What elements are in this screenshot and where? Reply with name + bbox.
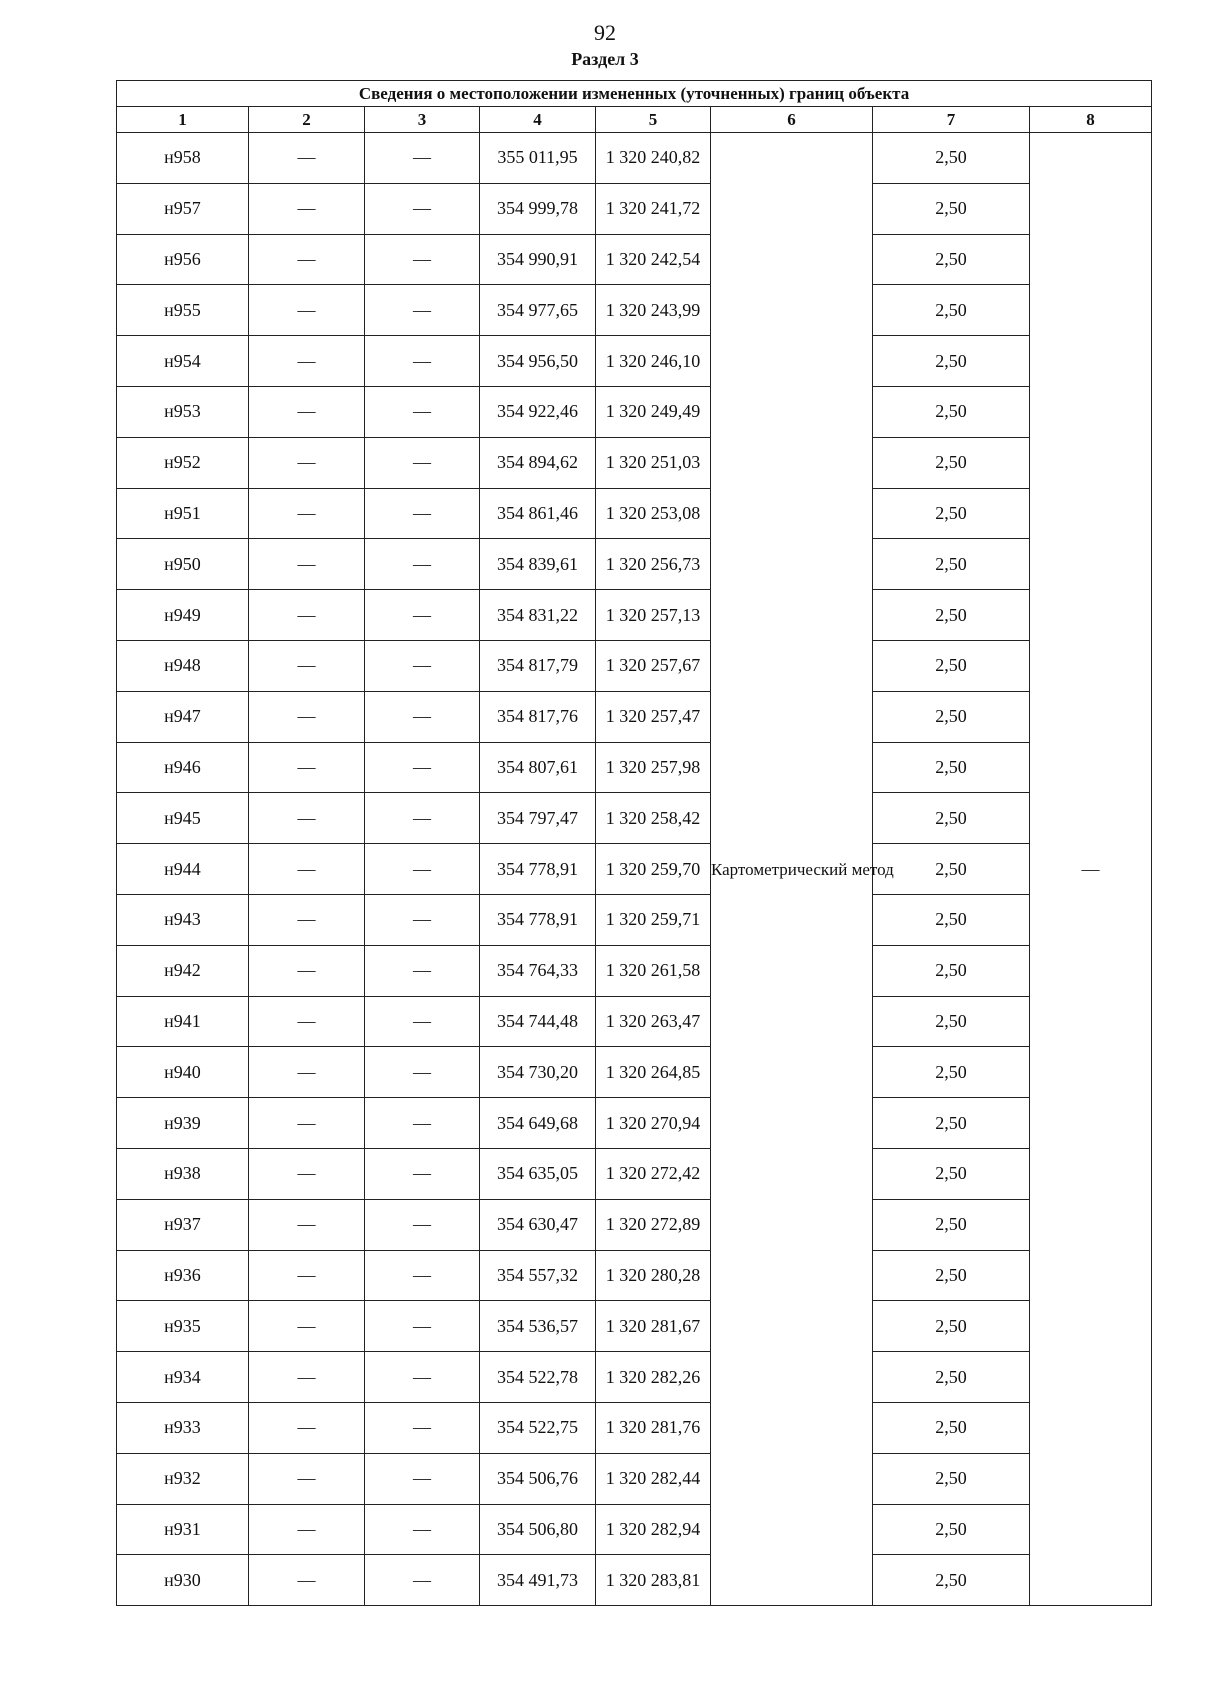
x-coordinate-cell: 354 956,50	[480, 336, 596, 387]
table-caption-row	[117, 81, 1152, 107]
method-cell: Картометрический метод	[711, 133, 873, 1606]
column-number: 6	[711, 107, 873, 133]
y-coordinate-cell: 1 320 280,28	[596, 1250, 711, 1301]
column-2-cell: —	[249, 386, 365, 437]
table-row	[117, 1250, 1152, 1301]
column-2-cell: —	[249, 793, 365, 844]
column-2-cell: —	[249, 1047, 365, 1098]
column-3-cell: —	[365, 1301, 480, 1352]
table-row	[117, 894, 1152, 945]
accuracy-cell: 2,50	[873, 133, 1030, 184]
y-coordinate-cell: 1 320 259,70	[596, 844, 711, 895]
column-2-cell: —	[249, 234, 365, 285]
column-3-cell: —	[365, 894, 480, 945]
accuracy-cell: 2,50	[873, 1047, 1030, 1098]
point-name-cell: н945	[117, 793, 249, 844]
table-row	[117, 640, 1152, 691]
y-coordinate-cell: 1 320 272,42	[596, 1148, 711, 1199]
x-coordinate-cell: 354 807,61	[480, 742, 596, 793]
y-coordinate-cell: 1 320 282,26	[596, 1352, 711, 1403]
point-name-cell: н930	[117, 1555, 249, 1606]
table-row	[117, 234, 1152, 285]
accuracy-cell: 2,50	[873, 285, 1030, 336]
y-coordinate-cell: 1 320 249,49	[596, 386, 711, 437]
column-8-cell: —	[1030, 133, 1152, 1606]
column-2-cell: —	[249, 539, 365, 590]
table-row	[117, 1301, 1152, 1352]
column-number: 4	[480, 107, 596, 133]
y-coordinate-cell: 1 320 240,82	[596, 133, 711, 184]
column-3-cell: —	[365, 183, 480, 234]
table-row	[117, 793, 1152, 844]
accuracy-cell: 2,50	[873, 742, 1030, 793]
column-2-cell: —	[249, 894, 365, 945]
point-name-cell: н954	[117, 336, 249, 387]
accuracy-cell: 2,50	[873, 488, 1030, 539]
table-row	[117, 1148, 1152, 1199]
point-name-cell: н956	[117, 234, 249, 285]
table-row	[117, 1199, 1152, 1250]
point-name-cell: н937	[117, 1199, 249, 1250]
column-2-cell: —	[249, 1250, 365, 1301]
column-2-cell: —	[249, 945, 365, 996]
x-coordinate-cell: 354 491,73	[480, 1555, 596, 1606]
point-name-cell: н942	[117, 945, 249, 996]
column-3-cell: —	[365, 133, 480, 184]
x-coordinate-cell: 354 861,46	[480, 488, 596, 539]
y-coordinate-cell: 1 320 257,67	[596, 640, 711, 691]
x-coordinate-cell: 354 817,79	[480, 640, 596, 691]
accuracy-cell: 2,50	[873, 437, 1030, 488]
table-row	[117, 285, 1152, 336]
table-row	[117, 1402, 1152, 1453]
y-coordinate-cell: 1 320 246,10	[596, 336, 711, 387]
column-3-cell: —	[365, 996, 480, 1047]
point-name-cell: н944	[117, 844, 249, 895]
column-2-cell: —	[249, 437, 365, 488]
column-2-cell: —	[249, 336, 365, 387]
column-3-cell: —	[365, 488, 480, 539]
y-coordinate-cell: 1 320 251,03	[596, 437, 711, 488]
y-coordinate-cell: 1 320 257,98	[596, 742, 711, 793]
column-2-cell: —	[249, 1301, 365, 1352]
accuracy-cell: 2,50	[873, 1402, 1030, 1453]
accuracy-cell: 2,50	[873, 1352, 1030, 1403]
column-2-cell: —	[249, 590, 365, 641]
table-row	[117, 1555, 1152, 1606]
column-number: 5	[596, 107, 711, 133]
point-name-cell: н938	[117, 1148, 249, 1199]
table-row	[117, 539, 1152, 590]
column-2-cell: —	[249, 640, 365, 691]
table-row	[117, 996, 1152, 1047]
y-coordinate-cell: 1 320 259,71	[596, 894, 711, 945]
table-row	[117, 1352, 1152, 1403]
table-body	[117, 133, 1152, 1606]
column-3-cell: —	[365, 1504, 480, 1555]
table-row	[117, 488, 1152, 539]
accuracy-cell: 2,50	[873, 590, 1030, 641]
column-3-cell: —	[365, 1453, 480, 1504]
column-3-cell: —	[365, 1352, 480, 1403]
column-3-cell: —	[365, 539, 480, 590]
column-2-cell: —	[249, 133, 365, 184]
point-name-cell: н952	[117, 437, 249, 488]
column-3-cell: —	[365, 793, 480, 844]
column-2-cell: —	[249, 285, 365, 336]
column-number: 3	[365, 107, 480, 133]
x-coordinate-cell: 354 506,80	[480, 1504, 596, 1555]
column-2-cell: —	[249, 996, 365, 1047]
point-name-cell: н949	[117, 590, 249, 641]
x-coordinate-cell: 354 630,47	[480, 1199, 596, 1250]
point-name-cell: н941	[117, 996, 249, 1047]
x-coordinate-cell: 355 011,95	[480, 133, 596, 184]
x-coordinate-cell: 354 744,48	[480, 996, 596, 1047]
accuracy-cell: 2,50	[873, 1301, 1030, 1352]
column-3-cell: —	[365, 742, 480, 793]
column-2-cell: —	[249, 1199, 365, 1250]
accuracy-cell: 2,50	[873, 996, 1030, 1047]
accuracy-cell: 2,50	[873, 1555, 1030, 1606]
accuracy-cell: 2,50	[873, 1098, 1030, 1149]
y-coordinate-cell: 1 320 281,67	[596, 1301, 711, 1352]
column-2-cell: —	[249, 1352, 365, 1403]
column-3-cell: —	[365, 691, 480, 742]
point-name-cell: н934	[117, 1352, 249, 1403]
table-row	[117, 183, 1152, 234]
column-3-cell: —	[365, 285, 480, 336]
column-3-cell: —	[365, 590, 480, 641]
point-name-cell: н933	[117, 1402, 249, 1453]
point-name-cell: н950	[117, 539, 249, 590]
y-coordinate-cell: 1 320 257,13	[596, 590, 711, 641]
accuracy-cell: 2,50	[873, 183, 1030, 234]
column-2-cell: —	[249, 1098, 365, 1149]
y-coordinate-cell: 1 320 256,73	[596, 539, 711, 590]
table-row	[117, 1453, 1152, 1504]
y-coordinate-cell: 1 320 270,94	[596, 1098, 711, 1149]
y-coordinate-cell: 1 320 261,58	[596, 945, 711, 996]
table-row	[117, 1098, 1152, 1149]
column-3-cell: —	[365, 234, 480, 285]
y-coordinate-cell: 1 320 243,99	[596, 285, 711, 336]
x-coordinate-cell: 354 999,78	[480, 183, 596, 234]
point-name-cell: н953	[117, 386, 249, 437]
column-number-row	[117, 107, 1152, 133]
accuracy-cell: 2,50	[873, 691, 1030, 742]
x-coordinate-cell: 354 778,91	[480, 844, 596, 895]
column-2-cell: —	[249, 1402, 365, 1453]
column-3-cell: —	[365, 1199, 480, 1250]
page-number: 92	[594, 20, 616, 45]
x-coordinate-cell: 354 922,46	[480, 386, 596, 437]
accuracy-cell: 2,50	[873, 386, 1030, 437]
column-number: 8	[1030, 107, 1152, 133]
column-2-cell: —	[249, 742, 365, 793]
point-name-cell: н946	[117, 742, 249, 793]
y-coordinate-cell: 1 320 283,81	[596, 1555, 711, 1606]
accuracy-cell: 2,50	[873, 640, 1030, 691]
point-name-cell: н958	[117, 133, 249, 184]
table-row	[117, 945, 1152, 996]
column-2-cell: —	[249, 1555, 365, 1606]
x-coordinate-cell: 354 649,68	[480, 1098, 596, 1149]
column-3-cell: —	[365, 1402, 480, 1453]
column-number: 7	[873, 107, 1030, 133]
x-coordinate-cell: 354 817,76	[480, 691, 596, 742]
column-3-cell: —	[365, 1555, 480, 1606]
column-2-cell: —	[249, 1148, 365, 1199]
column-3-cell: —	[365, 1250, 480, 1301]
column-2-cell: —	[249, 844, 365, 895]
column-3-cell: —	[365, 844, 480, 895]
point-name-cell: н947	[117, 691, 249, 742]
column-2-cell: —	[249, 691, 365, 742]
point-name-cell: н951	[117, 488, 249, 539]
column-2-cell: —	[249, 488, 365, 539]
accuracy-cell: 2,50	[873, 336, 1030, 387]
column-3-cell: —	[365, 945, 480, 996]
column-3-cell: —	[365, 386, 480, 437]
table-row	[117, 336, 1152, 387]
y-coordinate-cell: 1 320 242,54	[596, 234, 711, 285]
point-name-cell: н936	[117, 1250, 249, 1301]
table-row	[117, 742, 1152, 793]
column-2-cell: —	[249, 1453, 365, 1504]
column-2-cell: —	[249, 183, 365, 234]
table-row	[117, 691, 1152, 742]
x-coordinate-cell: 354 977,65	[480, 285, 596, 336]
x-coordinate-cell: 354 506,76	[480, 1453, 596, 1504]
y-coordinate-cell: 1 320 281,76	[596, 1402, 711, 1453]
point-name-cell: н940	[117, 1047, 249, 1098]
point-name-cell: н957	[117, 183, 249, 234]
accuracy-cell: 2,50	[873, 844, 1030, 895]
point-name-cell: н948	[117, 640, 249, 691]
column-3-cell: —	[365, 1047, 480, 1098]
accuracy-cell: 2,50	[873, 945, 1030, 996]
point-name-cell: н935	[117, 1301, 249, 1352]
y-coordinate-cell: 1 320 282,44	[596, 1453, 711, 1504]
y-coordinate-cell: 1 320 241,72	[596, 183, 711, 234]
accuracy-cell: 2,50	[873, 1504, 1030, 1555]
column-3-cell: —	[365, 336, 480, 387]
point-name-cell: н939	[117, 1098, 249, 1149]
boundary-coordinates-table	[116, 80, 1152, 1606]
table-row	[117, 844, 1152, 895]
table-row	[117, 437, 1152, 488]
y-coordinate-cell: 1 320 257,47	[596, 691, 711, 742]
column-number: 1	[117, 107, 249, 133]
x-coordinate-cell: 354 536,57	[480, 1301, 596, 1352]
table-row	[117, 386, 1152, 437]
point-name-cell: н931	[117, 1504, 249, 1555]
y-coordinate-cell: 1 320 253,08	[596, 488, 711, 539]
column-2-cell: —	[249, 1504, 365, 1555]
y-coordinate-cell: 1 320 282,94	[596, 1504, 711, 1555]
column-3-cell: —	[365, 437, 480, 488]
accuracy-cell: 2,50	[873, 1199, 1030, 1250]
column-3-cell: —	[365, 640, 480, 691]
point-name-cell: н943	[117, 894, 249, 945]
x-coordinate-cell: 354 522,78	[480, 1352, 596, 1403]
x-coordinate-cell: 354 557,32	[480, 1250, 596, 1301]
point-name-cell: н932	[117, 1453, 249, 1504]
x-coordinate-cell: 354 839,61	[480, 539, 596, 590]
accuracy-cell: 2,50	[873, 1453, 1030, 1504]
x-coordinate-cell: 354 730,20	[480, 1047, 596, 1098]
table-row	[117, 1047, 1152, 1098]
table-row	[117, 1504, 1152, 1555]
x-coordinate-cell: 354 990,91	[480, 234, 596, 285]
table-row	[117, 590, 1152, 641]
x-coordinate-cell: 354 831,22	[480, 590, 596, 641]
section-title: Раздел 3	[571, 49, 639, 69]
y-coordinate-cell: 1 320 258,42	[596, 793, 711, 844]
x-coordinate-cell: 354 635,05	[480, 1148, 596, 1199]
x-coordinate-cell: 354 894,62	[480, 437, 596, 488]
column-3-cell: —	[365, 1148, 480, 1199]
accuracy-cell: 2,50	[873, 1250, 1030, 1301]
y-coordinate-cell: 1 320 264,85	[596, 1047, 711, 1098]
column-number: 2	[249, 107, 365, 133]
x-coordinate-cell: 354 778,91	[480, 894, 596, 945]
column-3-cell: —	[365, 1098, 480, 1149]
table-row	[117, 133, 1152, 184]
accuracy-cell: 2,50	[873, 539, 1030, 590]
accuracy-cell: 2,50	[873, 793, 1030, 844]
accuracy-cell: 2,50	[873, 894, 1030, 945]
point-name-cell: н955	[117, 285, 249, 336]
y-coordinate-cell: 1 320 263,47	[596, 996, 711, 1047]
y-coordinate-cell: 1 320 272,89	[596, 1199, 711, 1250]
accuracy-cell: 2,50	[873, 1148, 1030, 1199]
x-coordinate-cell: 354 764,33	[480, 945, 596, 996]
accuracy-cell: 2,50	[873, 234, 1030, 285]
x-coordinate-cell: 354 522,75	[480, 1402, 596, 1453]
table-caption: Сведения о местоположении измененных (уточненных) границ объекта	[117, 81, 1152, 107]
x-coordinate-cell: 354 797,47	[480, 793, 596, 844]
